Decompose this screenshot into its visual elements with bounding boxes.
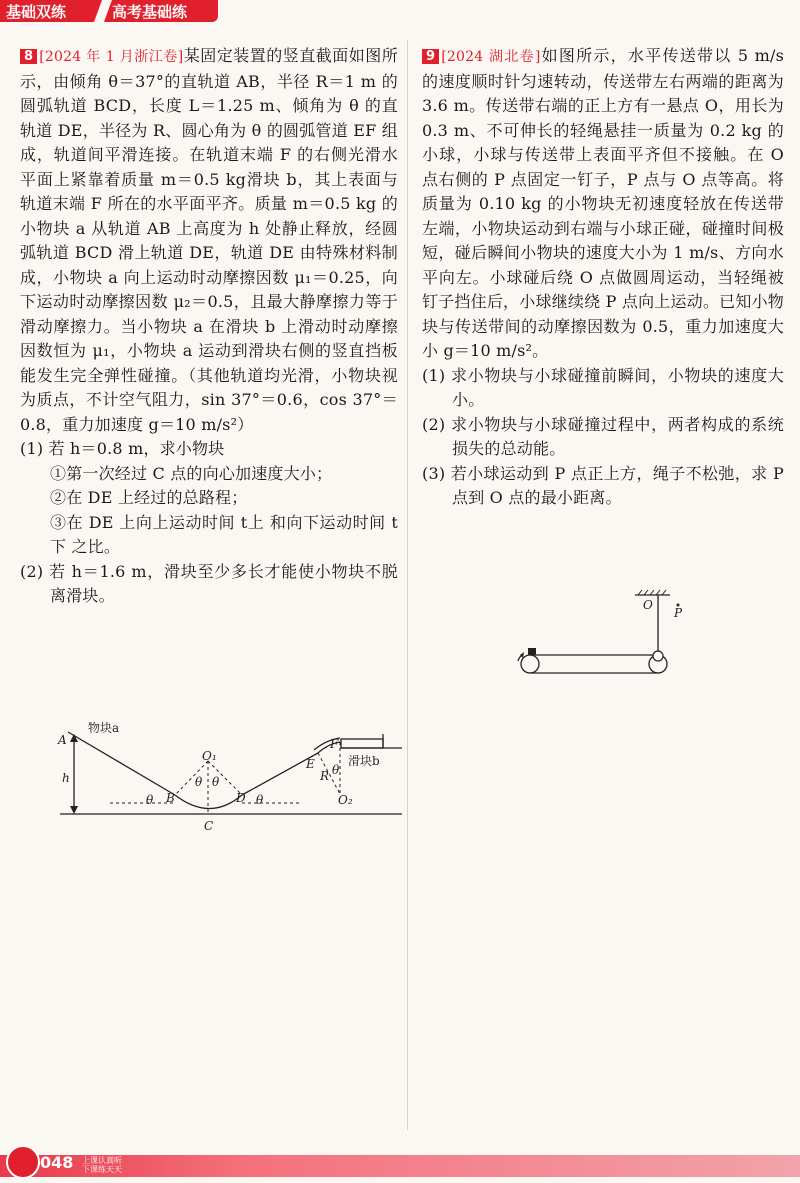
q8-track-diagram xyxy=(50,718,410,836)
series-title: 基础双练 xyxy=(6,3,67,21)
q8-source: [2024 年 1 月浙江卷] xyxy=(39,49,184,65)
q8-stem-paragraph xyxy=(20,44,398,437)
label-theta-5: θ xyxy=(332,763,340,777)
block xyxy=(528,648,536,655)
label-a: A xyxy=(58,733,67,747)
label-h: h xyxy=(62,771,70,785)
q9-number: 9 xyxy=(422,49,439,64)
footer-slogan xyxy=(82,1156,122,1174)
ceiling-hatch xyxy=(638,590,666,595)
label-theta-4: θ xyxy=(256,793,264,807)
q9-stem: 如图所示，水平传送带以 5 m/s 的速度顺时针匀速转动，传送带左右两端的距离为3.6 m。传送带右端的正上方有一悬点 O，用长为 0.3 m、不可伸长的轻绳悬挂一质量为 0.2 kg 的小球，小球与传送带上表面平齐但不接触。在 O 点右侧的 P 点固定一钉子，P 点与 O 点等高。将质量为 0.10 kg 的小物块无初速度轻放在传送带左端，小物块运动到右端与小球正碰，碰撞时间极短，碰后瞬间小物块的速度大小为 1 m/s、方向水平向左。小球碰后绕 O 点做圆周运动，当轻绳被钉子挡住后，小球继续绕 P 点向上运动。已知小物块与传送带间的动摩擦因数为 0.5，重力加速度大小 g＝10 m/s²。 xyxy=(422,46,784,360)
label-p: P xyxy=(674,606,683,620)
page-header xyxy=(0,0,800,34)
slogan-line-2: 下课练天天 xyxy=(82,1165,122,1174)
q9-part1: (1) 求小物块与小球碰撞前瞬间，小物块的速度大小。 xyxy=(422,365,784,409)
label-theta-2: θ xyxy=(195,775,203,789)
label-theta-3: θ xyxy=(212,775,220,789)
track-ab xyxy=(68,732,175,795)
radius-o1-b xyxy=(175,761,208,795)
question-8 xyxy=(20,44,398,609)
page-footer xyxy=(0,1139,800,1183)
q8-part1-b: ②在 DE 上经过的总路程； xyxy=(50,488,248,507)
label-e: E xyxy=(306,757,315,771)
column-divider xyxy=(407,40,408,1130)
slider-b xyxy=(341,739,383,748)
q8-stem: 某固定装置的竖直截面如图所示，由倾角 θ＝37°的直轨道 AB，半径 R＝1 m 的圆弧轨道 BCD，长度 L＝1.25 m、倾角为 θ 的直轨道 DE，半径为 R、圆心角为 θ 的圆弧管道 EF 组成，轨道间平滑连接。在轨道末端 F 的右侧光滑水平面上紧靠着质量 m＝0.5 kg滑块 b，其上表面与轨道末端 F 所在的水平面平齐。质量 m＝0.5 kg 的小物块 a 从轨道 AB 上高度为 h 处静止释放，经圆弧轨道 BCD 滑上轨道 DE，轨道 DE 由特殊材料制成，小物块 a 向上运动时动摩擦因数 μ₁＝0.25，向下运动时动摩擦因数 μ₂＝0.5，且最大静摩擦力等于滑动摩擦力。当小物块 a 在滑块 b 上滑动时动摩擦因数恒为 μ₁，小物块 a 运动到滑块右侧的竖直挡板能发生完全弹性碰撞。（其他轨道均光滑，小物块视为质点，不计空气阻力，sin 37°＝0.6，cos 37°＝0.8，重力加速度 g＝10 m/s²） xyxy=(20,46,399,434)
label-b: B xyxy=(166,791,175,805)
label-r: R xyxy=(320,769,330,783)
label-f: F xyxy=(330,737,339,751)
q8-part1-c: ③在 DE 上向上运动时间 t上 和向下运动时间 t下 之比。 xyxy=(50,512,398,556)
ball xyxy=(653,651,663,661)
q9-stem-paragraph xyxy=(422,44,784,364)
label-o2: O₂ xyxy=(338,793,353,807)
q9-part2: (2) 求小物块与小球碰撞过程中，两者构成的系统损失的总动能。 xyxy=(422,414,784,458)
q9-part3: (3) 若小球运动到 P 点正上方，绳子不松弛，求 P 点到 O 点的最小距离。 xyxy=(422,463,784,507)
q9-conveyor-diagram xyxy=(500,585,690,680)
series-subtitle: 高考基础练 xyxy=(112,3,188,21)
label-o: O xyxy=(643,598,653,612)
page-number: 048 xyxy=(40,1153,74,1172)
q8-number: 8 xyxy=(20,49,37,64)
q8-part1-a: ①第一次经过 C 点的向心加速度大小； xyxy=(50,463,333,483)
label-o1: O₁ xyxy=(202,749,217,763)
label-c: C xyxy=(204,819,214,833)
label-theta-1: θ xyxy=(146,793,154,807)
left-roller xyxy=(521,655,539,673)
q8-part2: (2) 若 h＝1.6 m，滑块至少多长才能使小物块不脱离滑块。 xyxy=(20,561,398,605)
question-9 xyxy=(422,44,784,511)
mascot-logo xyxy=(6,1145,40,1179)
slogan-line-1: 上课认真听 xyxy=(82,1156,122,1165)
label-slider-b: 滑块b xyxy=(348,754,380,768)
label-block-a: 物块a xyxy=(88,721,120,735)
label-d: D xyxy=(236,791,246,805)
q8-part1: (1) 若 h＝0.8 m，求小物块 xyxy=(20,439,225,458)
q9-source: [2024 湖北卷] xyxy=(441,49,541,65)
